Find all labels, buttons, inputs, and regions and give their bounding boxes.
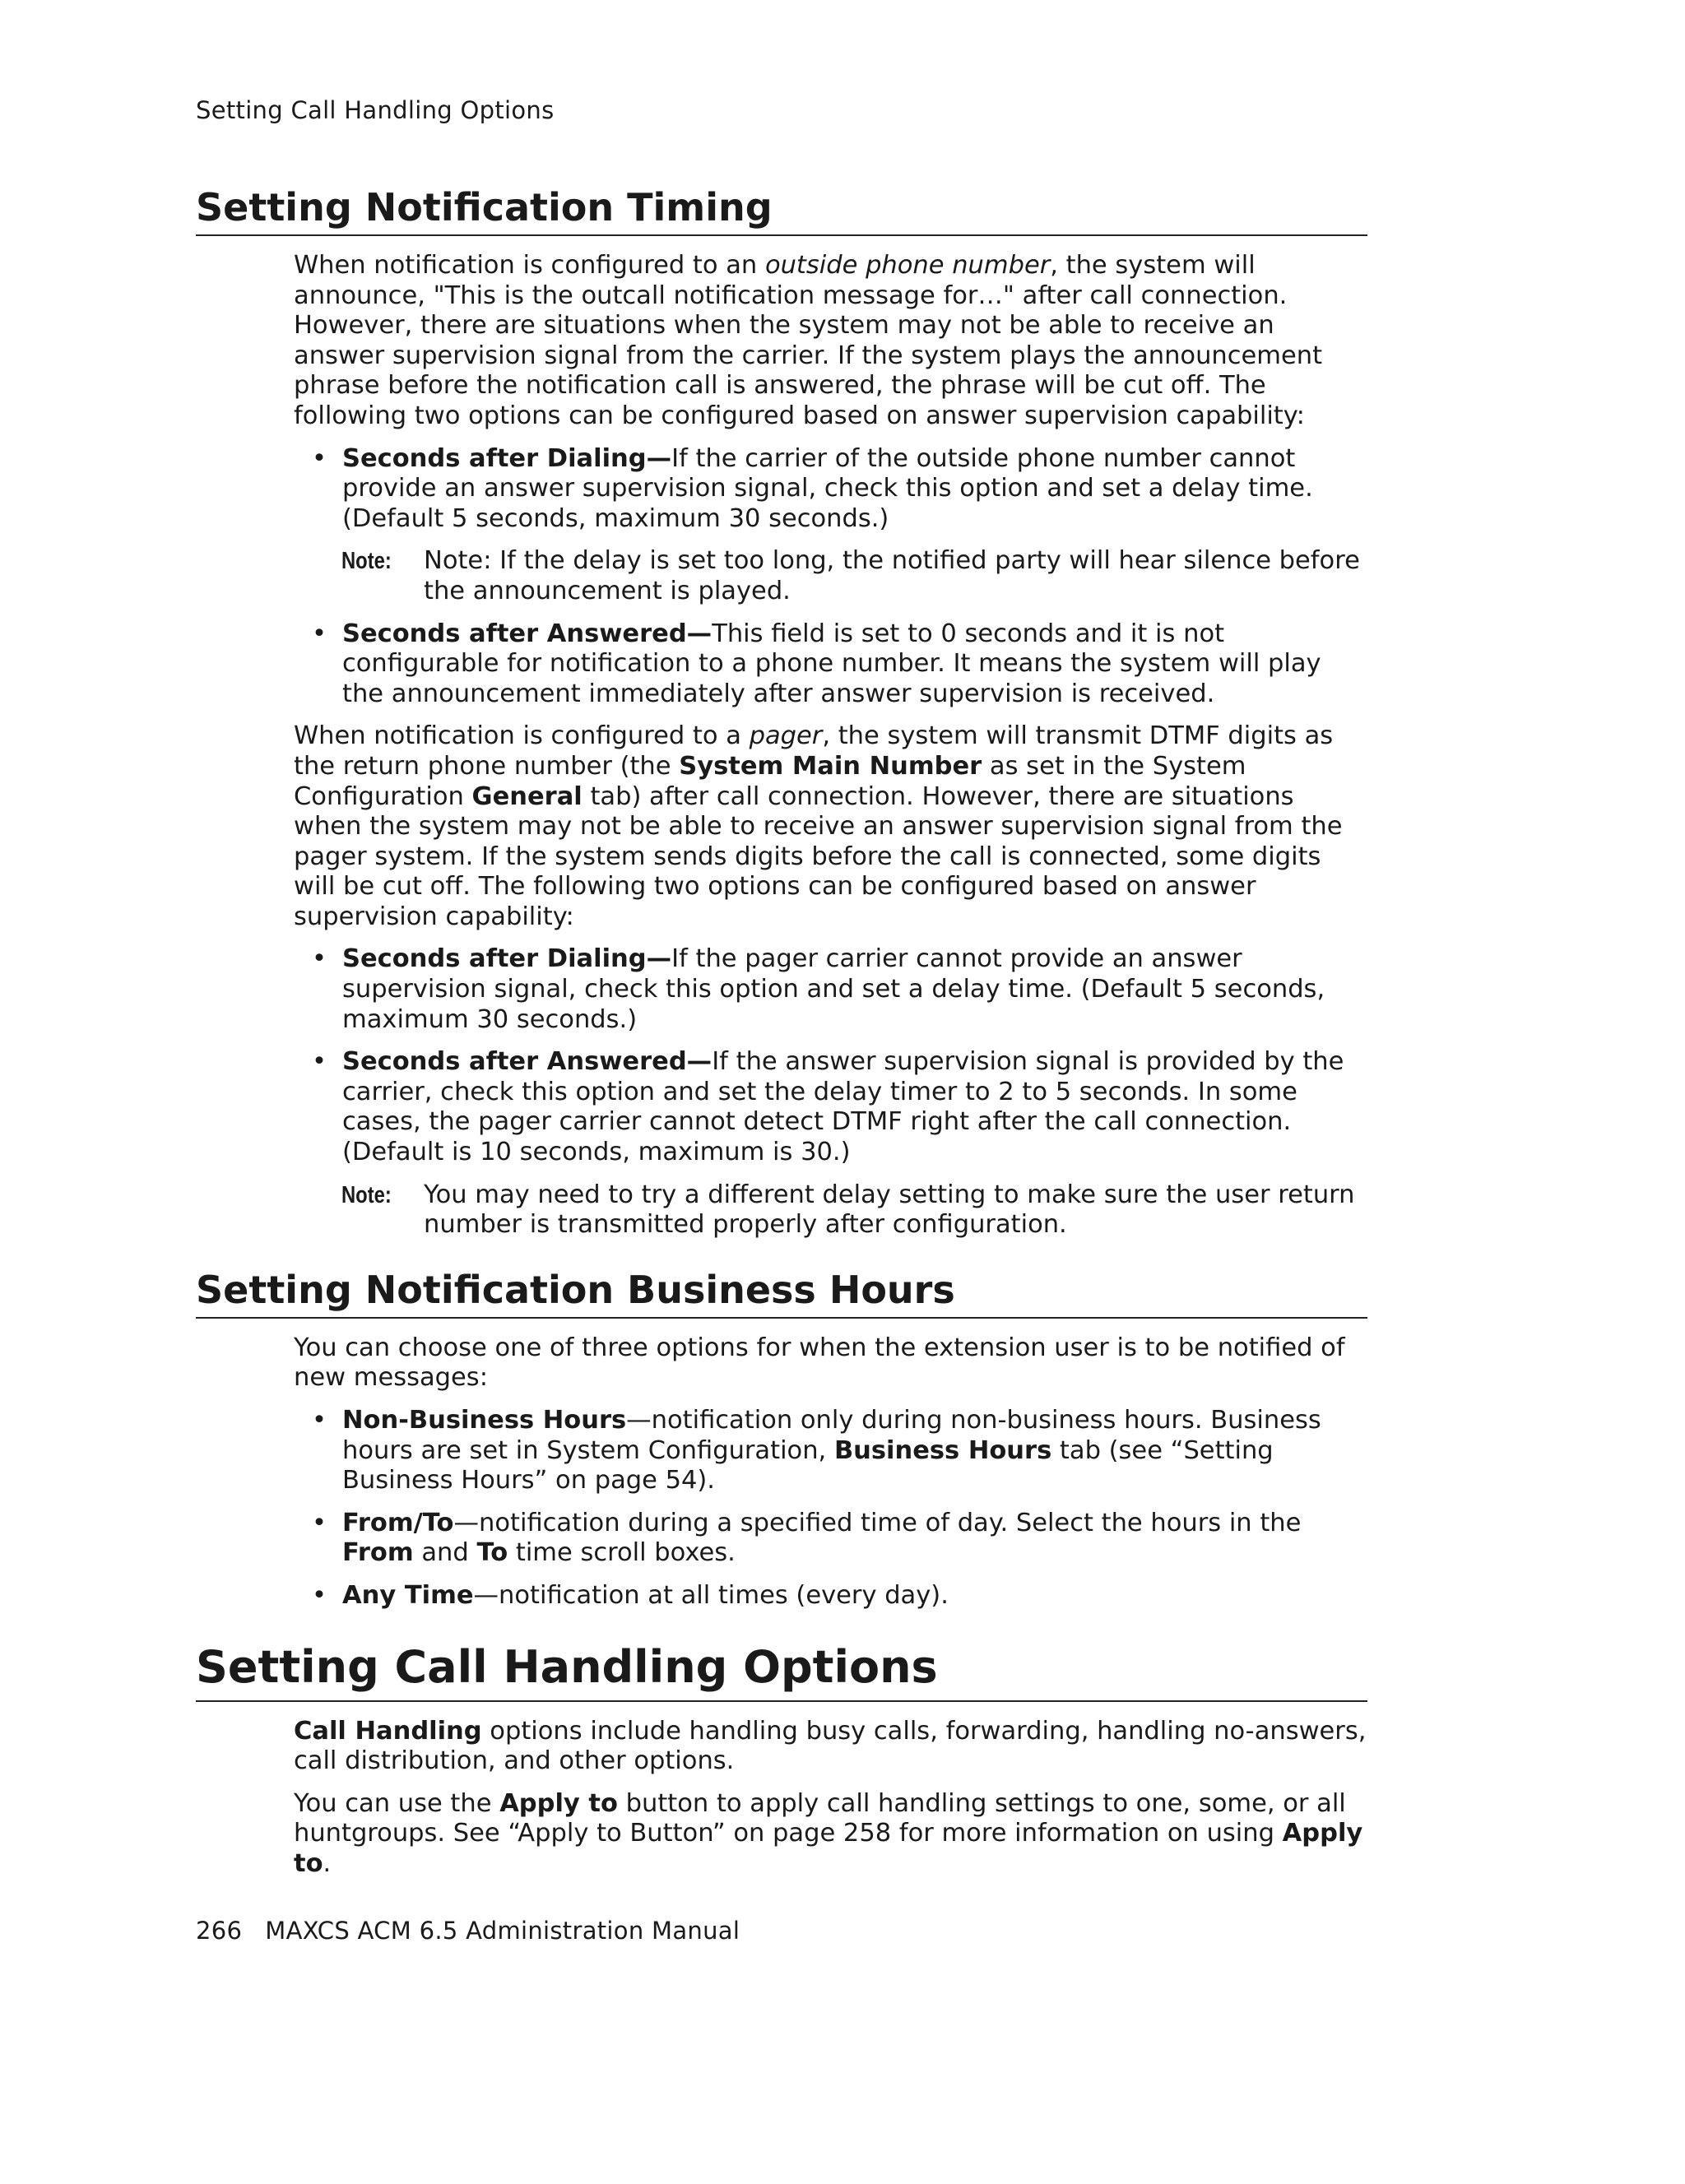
section-heading-business-hours: Setting Notification Business Hours xyxy=(196,1265,1367,1319)
term: Seconds after Dialing— xyxy=(342,944,672,974)
paragraph-apply-to: You can use the Apply to button to apply call handling settings to one, some, or all huntgroups. See “Apply to Button” on page 258 for more information on using Apply to. xyxy=(294,1788,1363,1878)
note-text: Note: If the delay is set too long, the notified party will hear silence before the announcement is played. xyxy=(424,546,1360,605)
bullet-list xyxy=(294,944,1367,1240)
term: Seconds after Answered— xyxy=(342,1047,713,1077)
page-number: 266 xyxy=(196,1917,243,1945)
paragraph-intro: You can choose one of three options for when the extension user is to be notified of new messages: xyxy=(294,1333,1345,1393)
term: Seconds after Answered— xyxy=(342,619,713,648)
section-heading-notification-timing: Setting Notification Timing xyxy=(196,183,1367,236)
note-text: You may need to try a different delay setting to make sure the user return number is transmitted properly after configuration. xyxy=(424,1180,1355,1240)
section-call-handling xyxy=(196,1638,1367,1880)
list-item: • Any Time—notification at all times (every day). xyxy=(312,1580,949,1610)
list-item: • Non-Business Hours—notification only during non-business hours. Business hours are set in System Configuration, Business Hours tab (see “Setting Business Hours” on page 54). xyxy=(312,1406,1321,1495)
bullet-icon: • xyxy=(312,443,327,473)
emphasis-pager: pager xyxy=(749,721,823,751)
bullet-list xyxy=(294,1406,1367,1611)
list-item: • Seconds after Dialing—If the pager carrier cannot provide an answer supervision signal, check this option and set a delay time. (Default 5 seconds, maximum 30 seconds.) xyxy=(312,944,1325,1034)
term: Non-Business Hours xyxy=(342,1406,627,1435)
bullet-icon: • xyxy=(312,1047,327,1077)
list-item: • Seconds after Answered—This field is set to 0 seconds and it is not configurable for notification to a phone number. It means the system will play the announcement immediately after answer supervision is received. xyxy=(312,619,1321,708)
note-label: Note: xyxy=(341,548,392,575)
bullet-icon: • xyxy=(312,1580,327,1610)
term-system-main-number: System Main Number xyxy=(679,751,982,781)
list-item: • Seconds after Answered—If the answer supervision signal is provided by the carrier, check this option and set the delay timer to 2 to 5 seconds. In some cases, the pager carrier cannot detect DTMF right after the call connection. (Default is 10 seconds, maximum is 30.) xyxy=(312,1047,1344,1167)
chapter-heading-call-handling: Setting Call Handling Options xyxy=(196,1638,1367,1702)
paragraph-outside-number: When notification is configured to an outside phone number, the system will announce, "This is the outcall notification message for…" after call connection. However, there are situations when the system may not be able to receive an answer supervision signal from the carrier. If the system plays the announcement phrase before the notification call is answered, the phrase will be cut off. The following two options can be configured based on answer supervision capability: xyxy=(294,251,1323,430)
list-item: • From/To—notification during a specified time of day. Select the hours in the From and To time scroll boxes. xyxy=(312,1508,1302,1568)
section-notification-timing xyxy=(196,183,1367,1240)
page-footer xyxy=(196,1917,740,1945)
term: Seconds after Dialing— xyxy=(342,443,672,473)
bullet-list xyxy=(294,444,1367,710)
bullet-icon: • xyxy=(312,1406,327,1435)
section-body xyxy=(294,251,1367,1240)
emphasis-outside-phone-number: outside phone number xyxy=(764,251,1051,280)
bullet-icon: • xyxy=(312,619,327,648)
bullet-icon: • xyxy=(312,1508,327,1537)
term-general: General xyxy=(471,781,583,811)
term: Any Time xyxy=(342,1580,474,1610)
section-body xyxy=(294,1717,1367,1880)
page-content xyxy=(196,183,1367,1880)
manual-title: MAXCS ACM 6.5 Administration Manual xyxy=(265,1917,740,1945)
bullet-icon: • xyxy=(312,944,327,974)
section-body xyxy=(294,1333,1367,1611)
note xyxy=(294,546,1367,606)
note xyxy=(294,1180,1367,1240)
paragraph-call-handling: Call Handling options include handling busy calls, forwarding, handling no-answers, call distribution, and other options. xyxy=(294,1716,1367,1776)
list-item: • Seconds after Dialing—If the carrier of the outside phone number cannot provide an answer supervision signal, check this option and set a delay time. (Default 5 seconds, maximum 30 seconds.) xyxy=(312,443,1313,533)
term: From/To xyxy=(342,1508,454,1537)
paragraph-pager: When notification is configured to a pager, the system will transmit DTMF digits as the return phone number (the System Main Number as set in the System Configuration General tab) after call connection. However, there are situations when the system may not be able to receive an answer supervision signal from the pager system. If the system sends digits before the call is connected, some digits will be cut off. The following two options can be configured based on answer supervision capability: xyxy=(294,721,1343,931)
note-label: Note: xyxy=(341,1181,392,1208)
section-business-hours xyxy=(196,1265,1367,1611)
running-head: Setting Call Handling Options xyxy=(196,96,555,124)
